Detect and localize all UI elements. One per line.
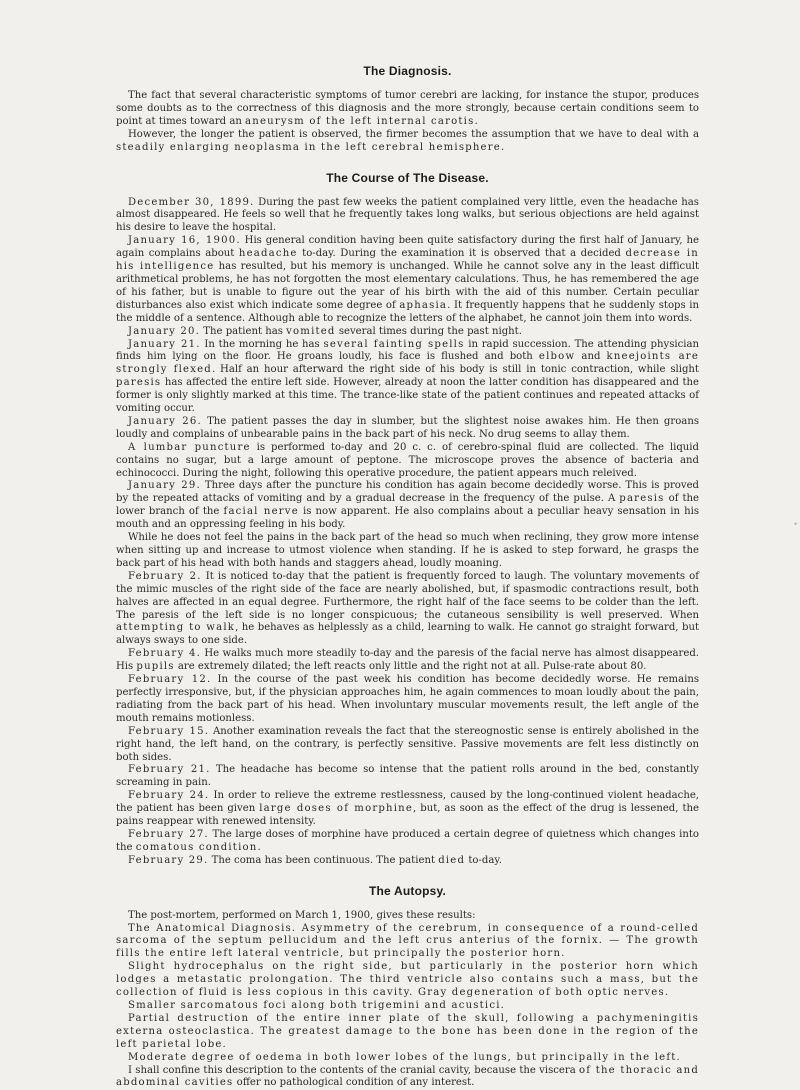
section-diagnosis [116,64,699,155]
margin-mark: • [793,520,798,529]
text-run: , but, as soon as the effect of the drug is lessened, the pains reappear with renewed intensity. [116,803,699,828]
section-heading: The Autopsy. [368,883,447,898]
text-run: . [257,841,261,853]
spaced-emphasis-text: died [438,854,466,866]
text-run: to-day. [465,854,502,866]
text-run: He walks much more steadily to-day and the paresis of the facial nerve has almost disappeared. His [116,648,700,673]
paragraph [116,90,699,129]
section-text [116,197,699,868]
paragraph [116,674,699,726]
text-run: In order to relieve the extreme restlessness, caused by the long-continued violent headache, the patient has been given [116,790,699,815]
text-run: several times during the past night. [335,325,522,337]
document-body [116,64,699,1090]
text-run: to-day. During the examination it is observed that a decided [297,248,626,260]
paragraph [116,129,699,155]
spaced-emphasis-text: A lumbar puncture [128,441,251,453]
spaced-emphasis-text: February 2. [128,570,202,582]
text-run: It is noticed to-day that the patient is frequently forced to laugh. The voluntary movements of the mimic muscles of the right side of the face are nearly abolished, but, if spasmodic contractions result, both halves are affected in an equal degree. Furthermore, the right half of the face seems to be colder than the left. The paresis of the left side is no longer conspicuous; the cutaneous sensibility is well preserved. When [116,570,699,621]
spaced-emphasis-text: December 30, 1899. [128,196,255,208]
paragraph [116,726,699,765]
text-run: In the morning he has [200,338,324,350]
spaced-emphasis-text: Partial destruction of the entire inner plate of the skull, following a pachymeningitis externa osteoclastica. The greatest damage to the bone has been done in the region of the left parietal lobe. [116,1012,699,1050]
paragraph [116,571,699,648]
paragraph [116,1052,699,1065]
spaced-emphasis-text: February 29. [128,854,209,866]
text-run: Another examination reveals the fact that the stereognostic sense is entirely abolished in the right hand, the left hand, on the contrary, is perfectly sensitive. Passive movements are felt less distinctly on both sides. [116,725,699,763]
text-run: are extremely dilated; the left reacts only little and the right not at all. Pulse-rate about 80. [174,661,647,673]
text-run: offer no pathological condition of any interest. [233,1077,475,1089]
text-run: has resulted, but his memory is unchanged. While he cannot solve any in the least difficult arithmetical problems, he has not forgotten the most elementary calculations. Thus, he has remembered the age of his father, but is unable to figure out the year of his birth with the aid of this number. Certain peculiar disturbances also exist which indicate some degree of [116,261,699,311]
paragraph [116,480,699,532]
spaced-emphasis-text: several fainting spells [323,338,465,350]
spaced-emphasis-text: decrease in his intelligence [116,248,699,273]
text-run: is now apparent. He also complains about a peculiar heavy sensation in his mouth and an oppressing feeling in his body. [116,506,699,531]
spaced-emphasis-text: facial nerve [223,506,299,518]
text-run: The patient passes the day in slumber, but the slightest noise awakes him. He then groans loudly and complains of unbearable pains in the back part of his neck. No drug seems to allay them. [116,415,699,440]
paragraph [116,532,699,571]
paragraph [116,923,699,962]
spaced-emphasis-text: January 29. [128,480,201,492]
paragraph [116,910,699,923]
text-run: I shall confine this description to the contents of the cranial cavity, because the viscera [128,1064,580,1076]
text-run: in rapid succession. The attending physician finds him lying on the floor. He groans loudly, his face is flushed and both [116,338,700,363]
spaced-emphasis-text: January 20. [128,325,201,337]
paragraph [116,855,699,868]
paragraph [116,235,699,325]
spaced-emphasis-text: February 15. [128,725,210,737]
spaced-emphasis-text: February 21. [128,764,211,776]
spaced-emphasis-text: Slight hydrocephalus on the right side, but particularly in the posterior horn which lodges a metastatic prolongation. The third ventricle also contains such a mass, but the collection of fluid is less copious in this cavity. Gray degeneration of both optic nerves. [116,961,699,999]
text-run: The patient has [200,325,287,337]
text-run: . [474,115,478,127]
text-run: In the course of the past week his condition has become decidedly worse. He remains perfectly irresponsive, but, if the physician approaches him, he again commences to moan loudly about the pain, radiating from the back part of his head. When involuntary muscular movements result, the left angle of the mouth remains motionless. [116,674,699,724]
paragraph [116,326,699,339]
text-run: The large doses of morphine have produced a certain degree of quietness which changes into the [116,828,699,853]
paragraph [116,416,699,442]
text-run: The post-mortem, performed on March 1, 1900, gives these results: [128,909,476,921]
paragraph [116,648,699,674]
paragraph [116,1013,699,1052]
spaced-emphasis-text: of the thoracic and abdominal cavities [116,1064,699,1089]
spaced-emphasis-text: steadily enlarging neoplasma in the left cerebral hemisphere [116,141,501,153]
text-run: of the lower branch of the [116,493,699,518]
section-text [116,90,699,155]
spaced-emphasis-text: January 16, 1900. [128,235,241,247]
spaced-emphasis-text: pupils [136,661,175,673]
text-run: While he does not feel the pains in the back part of the head so much when reclining, they grow more intense when sitting up and increase to utmost violence when standing. If he is asked to step forward, he grasps the back part of his head with both hands and staggers ahead, loudly moaning. [116,532,699,569]
spaced-emphasis-text: Smaller sarcomatous foci along both trigemini and acustici. [128,1000,506,1011]
text-run: , he behaves as helplessly as a child, learning to walk. He cannot go straight forward, but always sways to one side. [116,622,699,647]
text-run: However, the longer the patient is observed, the firmer becomes the assumption that we have to deal with a [128,128,699,140]
section-autopsy [116,884,699,1090]
text-run: Three days after the puncture his condition has again become decidedly worse. This is proved by the repeated attacks of vomiting and by a gradual decrease in the frequency of the pulse. A [116,480,700,505]
spaced-emphasis-text: aphasia [399,299,448,311]
section-heading: The Diagnosis. [363,64,452,78]
spaced-emphasis-text: The Anatomical Diagnosis. Asymmetry of the cerebrum, in consequence of a round-celled sarcoma of the septum pellucidum and the left crus anterius of the fornix. — The growth fills the entire left lateral ventricle, but principally the posterior horn. [116,922,699,960]
section-course-of-disease [116,171,699,868]
text-run: is performed to-day and 20 c. c. of cerebro-spinal fluid are collected. The liquid contains no sugar, but a large amount of peptone. The microscope proves the absence of bacteria and echinococci. During the night, following this operative procedure, the patient appears much releived. [116,441,699,479]
paragraph [116,961,699,1000]
spaced-emphasis-text: aneurysm of the left internal carotis [245,115,475,127]
spaced-emphasis-text: paresis [116,377,162,389]
text-run: . It frequently happens that he suddenly stops in the middle of a sentence. Although able to recognize the letters of the alphabet, he cannot join them into words. [116,299,699,324]
text-run: During the past few weeks the patient complained very little, even the headache has almost disappeared. He feels so well that he frequently takes long walks, but serious objections are held against his desire to leave the hospital. [116,196,699,234]
text-run: The coma has been continuous. The patient [208,854,439,866]
paragraph [116,764,699,790]
spaced-emphasis-text: February 24. [128,790,210,802]
spaced-emphasis-text: January 26. [128,415,202,427]
spaced-emphasis-text: attempting to walk [116,622,236,634]
spaced-emphasis-text: comatous condition [135,841,258,853]
paragraph [116,442,699,481]
text-run: . [500,141,505,153]
spaced-emphasis-text: February 4. [128,648,201,660]
section-text [116,910,699,1090]
spaced-emphasis-text: January 21. [128,338,201,350]
text-run: The headache has become so intense that the patient rolls around in the bed, constantly screaming in pain. [116,764,700,789]
paragraph [116,197,699,236]
text-run: The fact that several characteristic symptoms of tumor cerebri are lacking, for instance the stupor, produces some doubts as to the correctness of this diagnosis and the more strongly, because certain conditions seem to point at times toward an [116,90,699,127]
spaced-emphasis-text: kneejoints are strongly flexed [116,351,699,376]
paragraph [116,339,699,416]
text-run: has affected the entire left side. However, already at noon the latter condition has disappeared and the former is only slightly marked at this time. The trance-like state of the patient continues and repeated attacks of vomiting occur. [116,377,699,415]
spaced-emphasis-text: elbow [538,351,576,363]
paragraph [116,1000,699,1013]
paragraph [116,1065,699,1090]
text-run: and [575,351,607,363]
spaced-emphasis-text: headache [238,248,298,260]
spaced-emphasis-text: vomited [286,325,336,337]
text-run: . Half an hour afterward the right side of his body is still in tonic contraction, while slight [211,364,699,376]
paragraph [116,829,699,855]
text-run: His general condition having been quite satisfactory during the first half of January, he again complains about [116,235,699,260]
spaced-emphasis-text: February 27. [128,828,209,840]
section-heading: The Course of The Disease. [326,170,489,185]
spaced-emphasis-text: February 12. [128,674,212,686]
paragraph [116,790,699,829]
spaced-emphasis-text: Moderate degree of oedema in both lower lobes of the lungs, but principally in the left. [128,1051,681,1063]
spaced-emphasis-text: paresis [619,493,665,505]
spaced-emphasis-text: large doses of morphine [259,803,414,815]
